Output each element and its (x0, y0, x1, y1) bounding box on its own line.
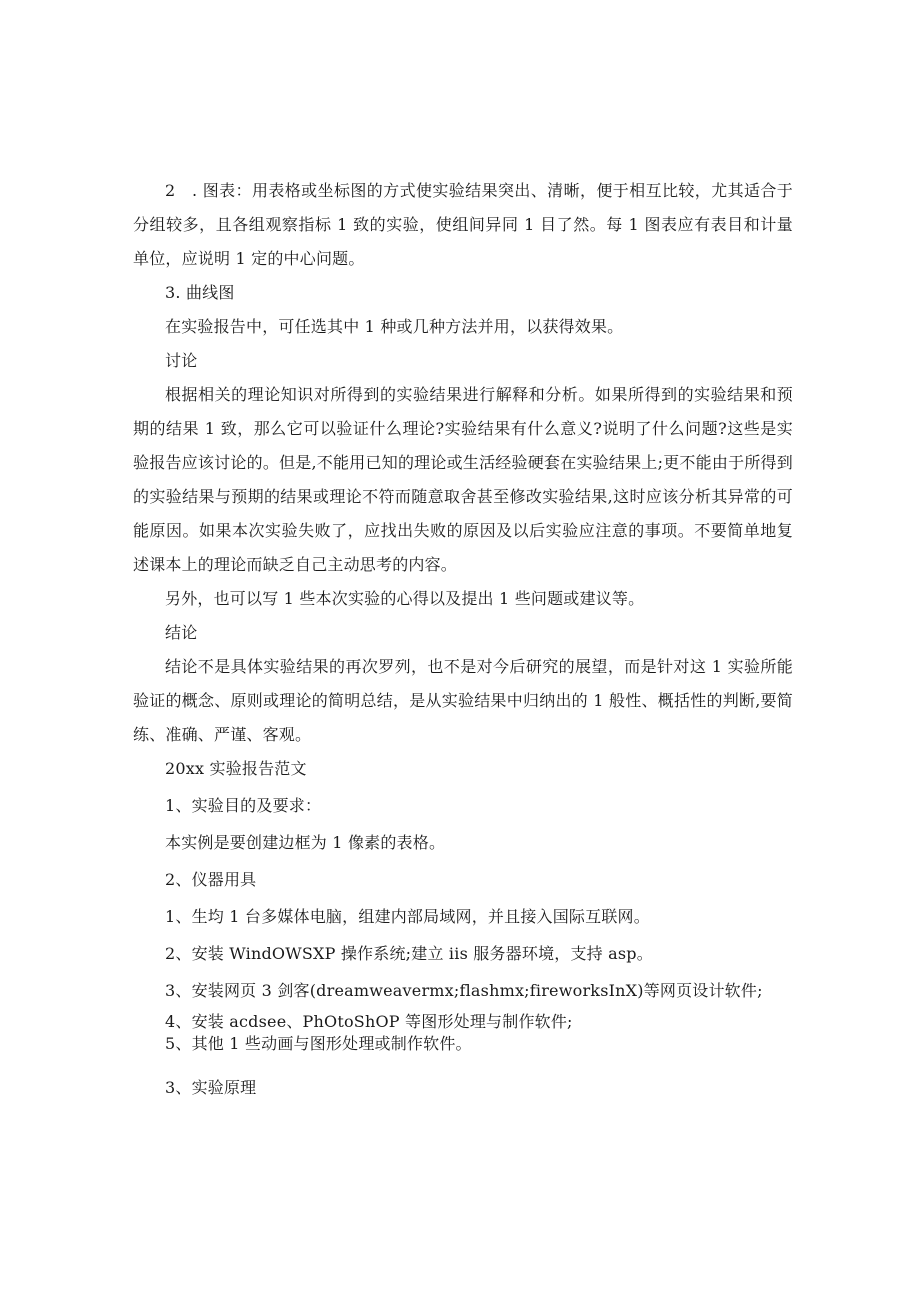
paragraph-conclusion: 结论不是具体实验结果的再次罗列，也不是对今后研究的展望，而是针对这 1 实验所能验证的概念、原则或理论的简明总结，是从实验结果中归纳出的 1 般性、概括性的判断,要简练、准确、严谨、客观。 (133, 657, 793, 744)
heading-sample-report: 20xx 实验报告范文 (165, 759, 307, 778)
sample-equipment-heading: 2、仪器用具 (165, 870, 257, 889)
document-body (133, 174, 793, 1105)
sample-equipment-2: 2、安装 WindOWSXP 操作系统;建立 iis 服务器环境，支持 asp。 (165, 944, 653, 963)
sample-objective: 1、实验目的及要求： (165, 796, 322, 815)
sample-equipment-5: 5、其他 1 些动画与图形处理或制作软件。 (165, 1034, 472, 1053)
paragraph-charts: 2 . 图表：用表格或坐标图的方式使实验结果突出、清晰，便于相互比较，尤其适合于分组较多，且各组观察指标 1 致的实验，使组间异同 1 目了然。每 1 图表应有表目和计量单位，应说明 1 定的中心问题。 (133, 181, 793, 268)
paragraph-curve-chart: 3. 曲线图 (165, 283, 235, 302)
paragraph-additional: 另外，也可以写 1 些本次实验的心得以及提出 1 些问题或建议等。 (165, 589, 645, 608)
sample-objective-detail: 本实例是要创建边框为 1 像素的表格。 (165, 833, 446, 852)
heading-conclusion: 结论 (165, 623, 198, 642)
sample-equipment-1: 1、生均 1 台多媒体电脑，组建内部局域网，并且接入国际互联网。 (165, 907, 650, 926)
heading-discussion: 讨论 (165, 351, 198, 370)
sample-principle-heading: 3、实验原理 (165, 1078, 257, 1097)
paragraph-methods: 在实验报告中，可任选其中 1 种或几种方法并用，以获得效果。 (165, 317, 624, 336)
sample-equipment-3: 3、安装网页 3 剑客(dreamweavermx;flashmx;fireworksInX)等网页设计软件; (165, 981, 763, 1000)
sample-equipment-4: 4、安装 acdsee、PhOtoShOP 等图形处理与制作软件; (165, 1012, 573, 1031)
paragraph-discussion: 根据相关的理论知识对所得到的实验结果进行解释和分析。如果所得到的实验结果和预期的结果 1 致，那么它可以验证什么理论?实验结果有什么意义?说明了什么问题?这些是实验报告应该讨论的。但是,不能用已知的理论或生活经验硬套在实验结果上;更不能由于所得到的实验结果与预期的结果或理论不符而随意取舍甚至修改实验结果,这时应该分析其异常的可能原因。如果本次实验失败了，应找出失败的原因及以后实验应注意的事项。不要简单地复述课本上的理论而缺乏自己主动思考的内容。 (133, 385, 793, 574)
